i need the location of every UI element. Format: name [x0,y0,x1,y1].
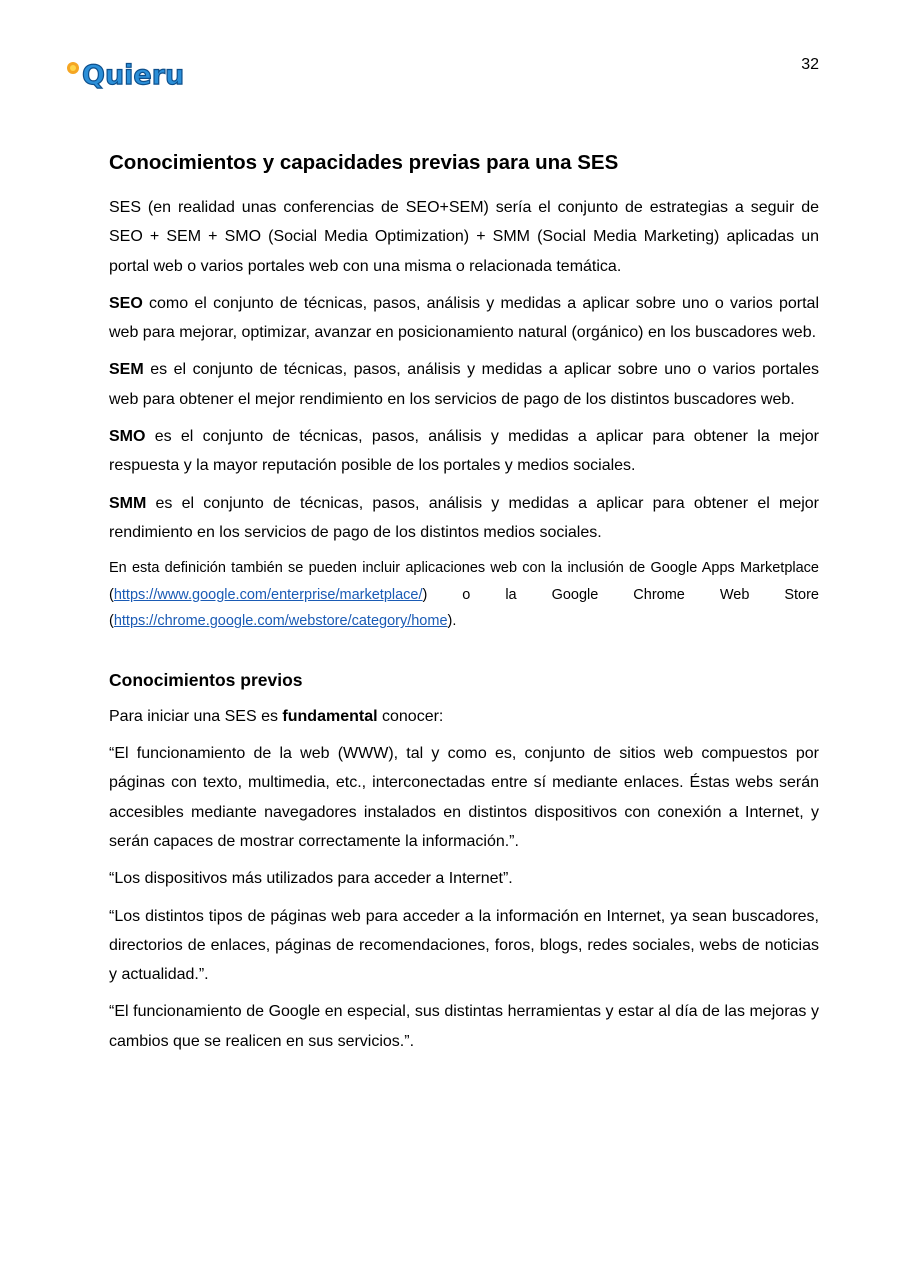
quote-paragraph: “El funcionamiento de la web (WWW), tal y como es, conjunto de sitios web compuestos por páginas con texto, multimedia, etc., interconectadas entre sí mediante enlaces. Éstas webs serán accesibles mediante navegadores instalados en distintos dispositivos con conexión a Internet, y serán capaces de mostrar correctamente la información.”. [109,745,819,850]
quieru-logo [64,52,188,96]
smo-definition [109,422,819,481]
page-number: 32 [801,56,819,73]
definition-text: es el conjunto de técnicas, pasos, análisis y medidas a aplicar para obtener la mejor respuesta y la mayor reputación posible de los portales y medios sociales. [109,428,819,475]
note-text: En esta definición también se pueden incluir aplicaciones web con la inclusión de Google Apps Marketplace ( [109,560,819,603]
marketplace-link[interactable]: https://www.google.com/enterprise/marketplace/ [113,586,423,603]
definition-term: SEO [109,294,143,312]
definition-term: SMO [109,428,146,446]
ses-intro-paragraph: SES (en realidad unas conferencias de SEO+SEM) sería el conjunto de estrategias a seguir de SEO + SEM + SMO (Social Media Optimization) + SMM (Social Media Marketing) aplicadas un portal web o varios portales web con una misma o relacionada temática. [109,199,819,275]
logo-text: Quieru [82,60,185,91]
chrome-web-store-link[interactable]: https://chrome.google.com/webstore/category/home [113,613,448,630]
subsection-title: Conocimientos previos [109,669,303,690]
seo-definition [109,289,819,348]
quote-paragraph: “Los distintos tipos de páginas web para acceder a la información en Internet, ya sean buscadores, directorios de enlaces, páginas de recomendaciones, foros, blogs, redes sociales, webs de noticias y actualidad.”. [109,907,819,984]
definition-text: es el conjunto de técnicas, pasos, análisis y medidas a aplicar sobre uno o varios portales web para obtener el mejor rendimiento en los servicios de pago de los distintos buscadores web. [109,361,819,408]
note-text: ) o la Google Chrome Web Store ( [109,586,819,630]
definition-term: SMM [109,494,147,512]
page-content [109,150,819,1064]
marketplace-note [109,555,819,635]
sem-definition [109,355,819,414]
definition-text: como el conjunto de técnicas, pasos, análisis y medidas a aplicar sobre uno o varios portal web para mejorar, optimizar, avanzar en posicionamiento natural (orgánico) en los buscadores web. [109,294,819,342]
lead-paragraph [109,702,819,731]
note-text: ). [447,613,457,630]
definition-text: es el conjunto de técnicas, pasos, análisis y medidas a aplicar para obtener el mejor rendimiento en los servicios de pago de los distintos medios sociales. [109,494,819,541]
quote-paragraph: “El funcionamiento de Google en especial, sus distintas herramientas y estar al día de las mejoras y cambios que se realicen en sus servicios.”. [109,1003,819,1050]
lead-text: Para iniciar una SES es [109,707,283,725]
definition-term: SEM [109,361,144,379]
lead-text: conocer: [377,707,444,725]
quote-paragraph: “Los dispositivos más utilizados para acceder a Internet”. [109,870,513,888]
smm-definition [109,489,819,548]
lead-bold-text: fundamental [282,707,378,725]
section-title: Conocimientos y capacidades previas para una SES [109,151,619,174]
